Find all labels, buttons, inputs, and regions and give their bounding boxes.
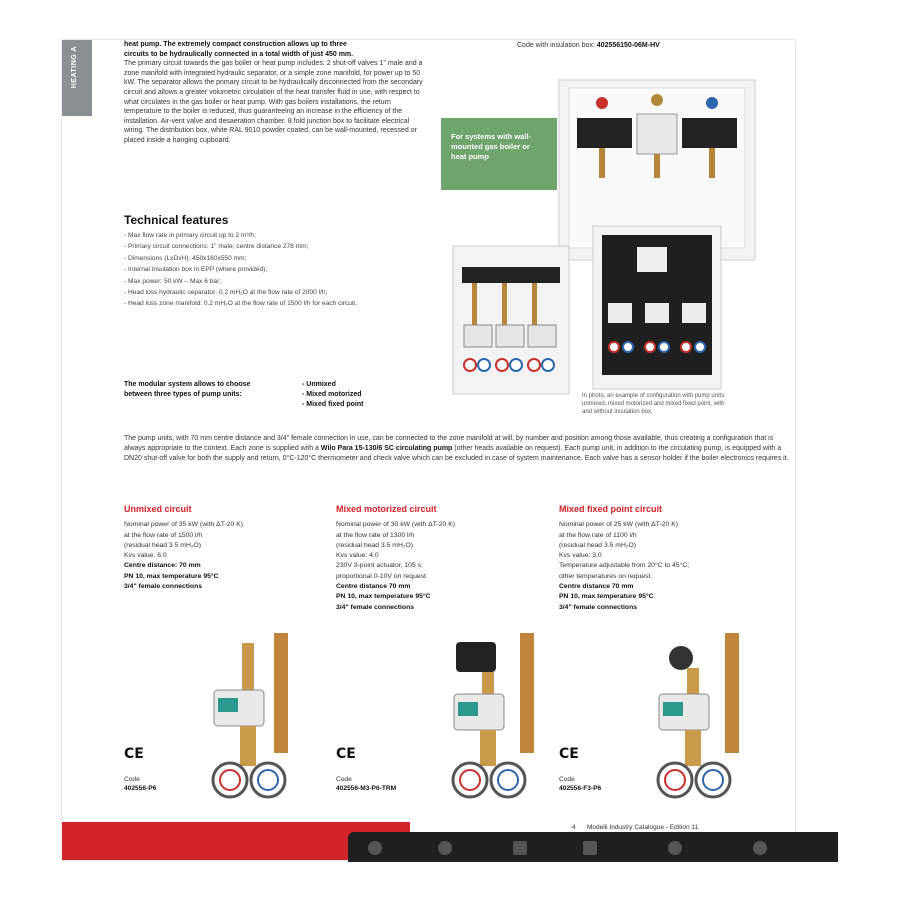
code-value: 402556-M3-P6-TRM bbox=[336, 785, 397, 792]
product-code-mixed-fixed-point bbox=[559, 775, 601, 793]
body-bold: Wilo Para 15-130/6 SC circulating pump bbox=[320, 445, 453, 452]
code-value: 402556-F3-P6 bbox=[559, 785, 602, 792]
spec-line: 230V 3-point actuator, 105 s; bbox=[336, 562, 423, 570]
pump-type-item: - Unmixed bbox=[302, 380, 363, 390]
column-title: Mixed fixed point circuit bbox=[559, 504, 663, 514]
product-code-unmixed bbox=[124, 775, 156, 793]
spec-strong: PN 10, max temperature 95°C bbox=[336, 593, 431, 601]
insulation-code-value: 402556150-06M-HV bbox=[596, 42, 660, 49]
pump-units-paragraph bbox=[124, 434, 789, 464]
body-part-2: (other heads available on request). Each pump unit, in addition to the circulating pump, is equipped with a DN20 shut-off valve for both the supply and return, 0°C-120°C thermometer and check valve which can be excluded in case of system maintenance. Each valve has a sensor holder if the boiler electronics requires it. bbox=[124, 445, 789, 462]
spec-line: at the flow rate of 1100 l/h bbox=[559, 531, 637, 539]
toolbar-button[interactable] bbox=[368, 841, 382, 855]
insulation-code bbox=[517, 42, 660, 49]
spec-strong: Centre distance 70 mm bbox=[559, 583, 634, 591]
spec-line: other temperatures on request. bbox=[559, 572, 653, 580]
technical-features-title: Technical features bbox=[124, 213, 229, 227]
toolbar-button[interactable] bbox=[668, 841, 682, 855]
ce-mark: CE bbox=[559, 746, 579, 762]
code-value: 402556-P6 bbox=[124, 785, 157, 792]
spec-strong: Centre distance 70 mm bbox=[336, 583, 411, 591]
product-photo-open-unit bbox=[452, 245, 570, 395]
spec-line: (residual head 3.5 mH₂O) bbox=[124, 541, 202, 549]
spec-line: (residual head 3.5 mH₂O) bbox=[336, 541, 414, 549]
column-mixed-motorized bbox=[336, 504, 526, 613]
column-unmixed bbox=[124, 504, 314, 592]
spec-strong: 3/4" female connections bbox=[336, 603, 415, 611]
spec-line: Kvs value: 6.0 bbox=[124, 552, 167, 560]
spec-strong: 3/4" female connections bbox=[124, 583, 203, 591]
ce-mark: CE bbox=[124, 746, 144, 762]
tech-item: - Max flow rate in primary circuit up to 2 m³/h; bbox=[124, 230, 414, 241]
pump-unit-mixed-fixed-point-image bbox=[647, 628, 767, 808]
spec-line: proportional 0-10V on request. bbox=[336, 572, 428, 580]
spec-line: Temperature adjustable from 20°C to 45°C; bbox=[559, 562, 690, 570]
toolbar-button[interactable] bbox=[438, 841, 452, 855]
viewer-toolbar[interactable] bbox=[348, 832, 838, 862]
intro-line-1: heat pump. The extremely compact construction allows up to three bbox=[124, 41, 347, 48]
code-label: Code bbox=[336, 776, 352, 783]
footer-catalogue-title: Modelli Industry Catalogue - Edition 11 bbox=[587, 824, 699, 831]
pump-type-item: - Mixed fixed point bbox=[302, 400, 363, 410]
spec-strong: PN 10, max temperature 95°C bbox=[124, 572, 219, 580]
spec-line: (residual head 3.5 mH₂O) bbox=[559, 541, 637, 549]
page-number: 4 bbox=[572, 824, 576, 831]
column-title: Mixed motorized circuit bbox=[336, 504, 437, 514]
spec-line: at the flow rate of 1300 l/h bbox=[336, 531, 415, 539]
ce-mark: CE bbox=[336, 746, 356, 762]
tech-item: - Head loss zone manifold: 0.2 mH₂O at the flow rate of 1500 l/h for each circuit. bbox=[124, 298, 414, 309]
tech-item: - Primary circuit connections: 1" male; centre distance 278 mm; bbox=[124, 241, 414, 252]
pump-unit-types bbox=[302, 380, 363, 410]
intro-line-2: circuits to be hydraulically connected in a total width of just 450 mm. bbox=[124, 50, 354, 58]
spec-line: Kvs value: 3.0 bbox=[559, 552, 602, 560]
pump-type-item: - Mixed motorized bbox=[302, 390, 363, 400]
technical-features-list bbox=[124, 230, 414, 310]
spec-line: Nominal power of 25 kW (with ΔT-20 K) bbox=[559, 521, 678, 529]
section-side-tab bbox=[62, 40, 92, 116]
intro-text bbox=[124, 40, 424, 146]
body-part-1: The pump units, with 70 mm centre distance and 3/4" female connection in use, can be connected to the zone manifold at will, by number and position among those available, thus creating a configuration that is always appropriate to the context. Each zone is supplied with a bbox=[124, 435, 774, 452]
spec-strong: 3/4" female connections bbox=[559, 603, 638, 611]
catalog-page bbox=[62, 40, 795, 860]
spec-line: Nominal power of 30 kW (with ΔT-20 K) bbox=[336, 521, 455, 529]
pump-unit-unmixed-image bbox=[202, 628, 312, 808]
spec-line: Kvs value: 4.0 bbox=[336, 552, 379, 560]
modular-system-text: The modular system allows to choose between three types of pump units: bbox=[124, 381, 251, 398]
spec-strong: Centre distance: 70 mm bbox=[124, 562, 201, 570]
tech-item: - Internal insulation box in EPP (where provided); bbox=[124, 264, 414, 275]
toolbar-button[interactable] bbox=[753, 841, 767, 855]
side-tab-label: HEATING A bbox=[71, 46, 78, 89]
photo-caption: In photo, an example of configuration with pump units: unmixed, mixed motorized and mixed fixed point, with and without insulation box. bbox=[582, 393, 726, 415]
product-photo-insulation-box bbox=[592, 225, 722, 390]
intro-body: The primary circuit towards the gas boiler or heat pump includes: 2 shut-off valves 1" male and a zone manifold with integrated hydraulic separator, or a simple zone manifold, for power up to 50 kW. The separator allows the primary circuit to be hydraulically disconnected from the secondary circuit and allows a greater volumetric circulation of the heat transfer fluid in use, with respect to what circulates in the gas boiler or heat pump. With gas boilers installations, the return temperature to the boiler is reduced, thus guaranteeing an increase in the efficiency of the installation. Air-vent valve and desaeration chamber. 8 fold junction box to facilitate electrical wiring. The distribution box, white RAL 9010 powder coated, can be wall-mounted, recessed or placed inside a hanging cupboard. bbox=[124, 60, 423, 144]
insulation-code-label: Code with insulation box: bbox=[517, 42, 595, 49]
callout-box: For systems with wall-mounted gas boiler or heat pump bbox=[441, 118, 557, 190]
column-title: Unmixed circuit bbox=[124, 504, 192, 514]
tech-item: - Dimensions (LxDxH): 450x160x550 mm; bbox=[124, 253, 414, 264]
pump-unit-mixed-motorized-image bbox=[442, 628, 562, 808]
code-label: Code bbox=[124, 776, 140, 783]
spec-strong: PN 10, max temperature 95°C bbox=[559, 593, 654, 601]
toolbar-button[interactable] bbox=[513, 841, 527, 855]
product-code-mixed-motorized bbox=[336, 775, 396, 793]
code-label: Code bbox=[559, 776, 575, 783]
tech-item: - Max power: 50 kW – Max 6 bar; bbox=[124, 276, 414, 287]
tech-item: - Head loss hydraulic separator: 0.2 mH₂O at the flow rate of 2000 l/h; bbox=[124, 287, 414, 298]
toolbar-button[interactable] bbox=[583, 841, 597, 855]
column-mixed-fixed-point bbox=[559, 504, 749, 613]
spec-line: at the flow rate of 1500 l/h bbox=[124, 531, 203, 539]
spec-line: Nominal power of 35 kW (with ΔT-20 K) bbox=[124, 521, 243, 529]
